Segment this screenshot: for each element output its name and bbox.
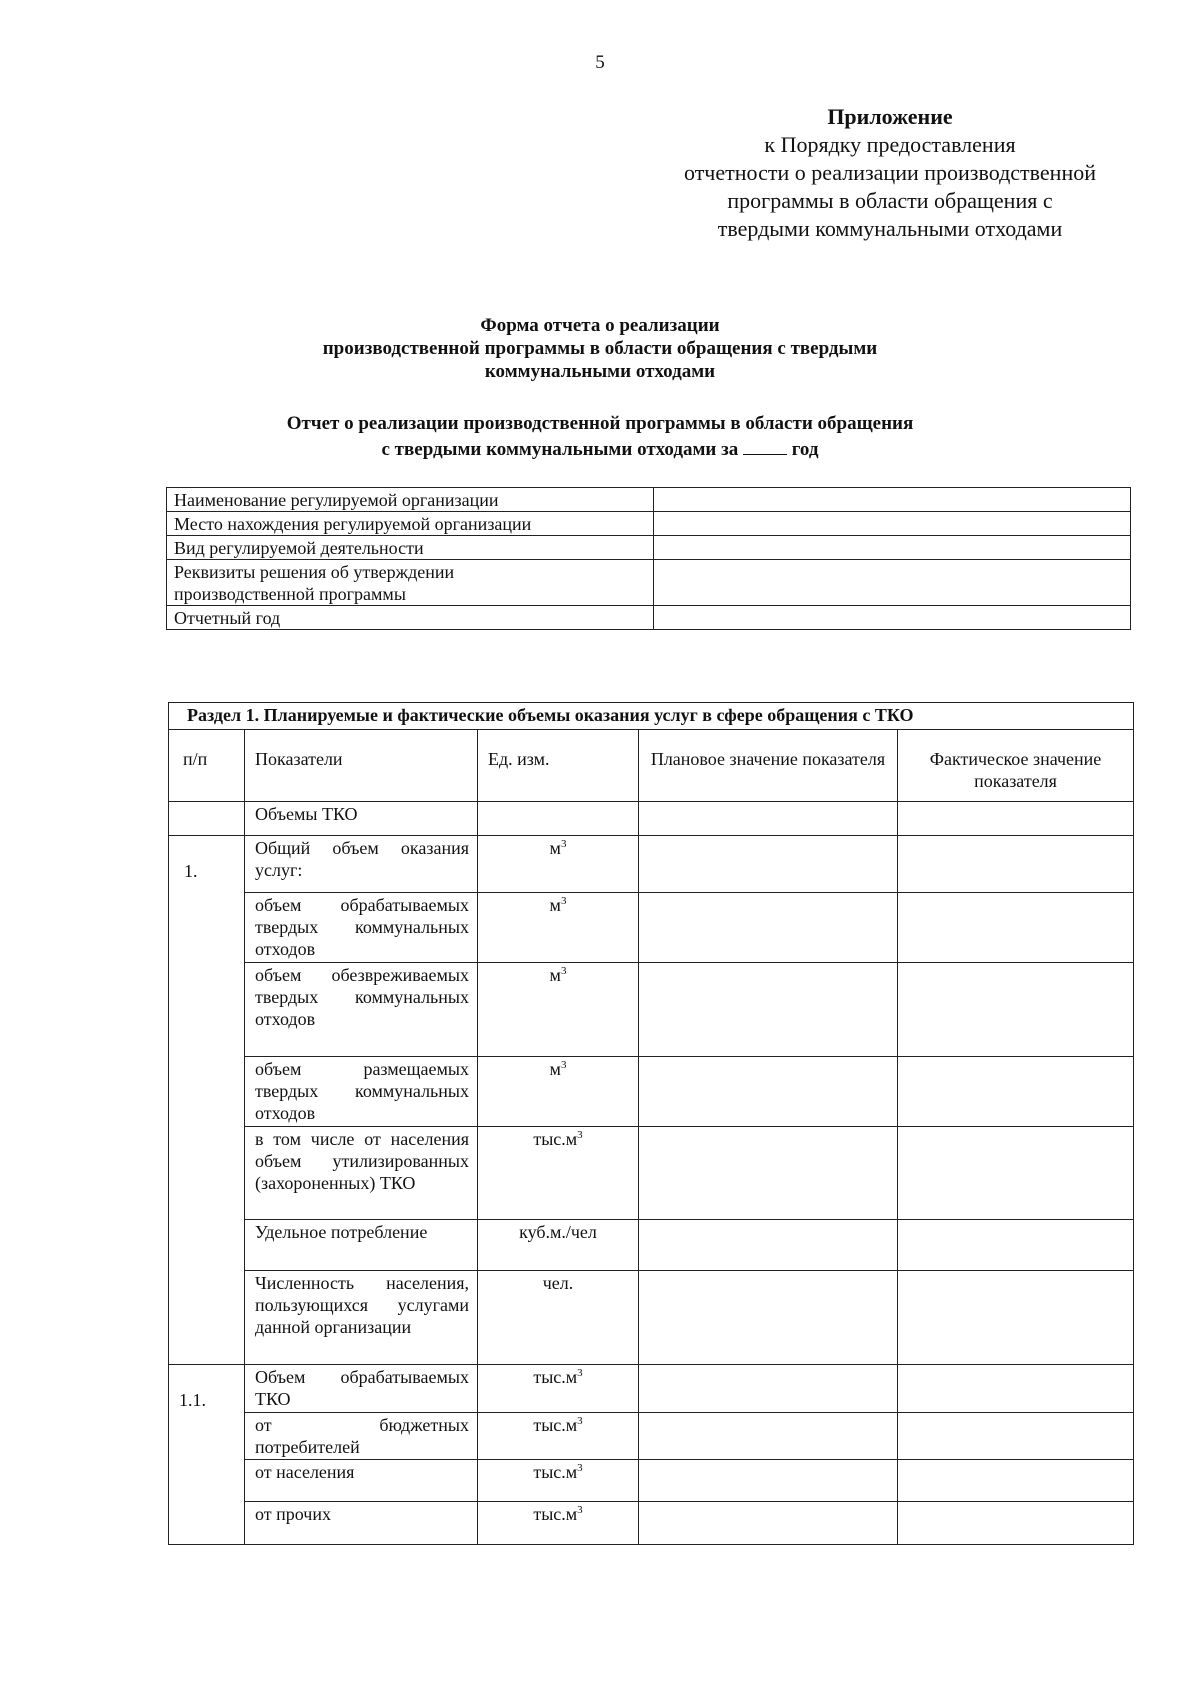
unit-text: м bbox=[549, 838, 561, 858]
report-title-line-2 bbox=[200, 436, 1000, 462]
row-number: 1. bbox=[169, 836, 245, 1365]
plan-value-cell[interactable] bbox=[639, 802, 898, 836]
appendix-line: программы в области обращения с bbox=[727, 188, 1053, 213]
info-value-cell[interactable] bbox=[654, 512, 1131, 536]
fact-value-cell[interactable] bbox=[898, 893, 1134, 963]
report-title-line: Отчет о реализации производственной программы в области обращения bbox=[286, 413, 914, 434]
unit-text: тыс.м bbox=[533, 1367, 578, 1387]
year-blank-field[interactable] bbox=[743, 436, 787, 455]
form-title-line: коммунальными отходами bbox=[484, 361, 716, 382]
fact-value-cell[interactable] bbox=[898, 836, 1134, 893]
unit-text: куб.м./чел bbox=[519, 1222, 597, 1242]
plan-value-cell[interactable] bbox=[639, 1413, 898, 1460]
fact-value-cell[interactable] bbox=[898, 1502, 1134, 1545]
fact-value-cell[interactable] bbox=[898, 1365, 1134, 1413]
info-row bbox=[167, 560, 1131, 606]
table-row bbox=[169, 1365, 1134, 1413]
empty-cell bbox=[478, 802, 639, 836]
indicator-cell: от прочих bbox=[245, 1502, 478, 1545]
appendix-line: к Порядку предоставления bbox=[764, 132, 1016, 157]
indicator-cell: объем размещаемых твердых коммунальных отходов bbox=[245, 1057, 478, 1127]
plan-value-cell[interactable] bbox=[639, 1220, 898, 1271]
col-header-unit: Ед. изм. bbox=[478, 730, 639, 802]
form-title-line: Форма отчета о реализации bbox=[480, 315, 720, 336]
group-label-row bbox=[169, 802, 1134, 836]
report-title bbox=[200, 412, 1000, 462]
unit-sup: 3 bbox=[577, 1367, 583, 1379]
indicator-cell: Общий объем оказания услуг: bbox=[245, 836, 478, 893]
plan-value-cell[interactable] bbox=[639, 1057, 898, 1127]
plan-value-cell[interactable] bbox=[639, 963, 898, 1057]
info-row bbox=[167, 512, 1131, 536]
table-row bbox=[169, 893, 1134, 963]
unit-sup: 3 bbox=[560, 965, 567, 977]
section-header-row bbox=[169, 703, 1134, 730]
unit-cell bbox=[478, 963, 639, 1057]
col-header-fact: Фактическое значение показателя bbox=[898, 730, 1134, 802]
indicator-cell: от населения bbox=[245, 1460, 478, 1502]
info-label-line: Реквизиты решения об утверждении bbox=[174, 562, 455, 582]
table-row bbox=[169, 1127, 1134, 1220]
plan-value-cell[interactable] bbox=[639, 1365, 898, 1413]
appendix-line: твердыми коммунальными отходами bbox=[717, 216, 1063, 241]
unit-sup: 3 bbox=[577, 1504, 583, 1516]
info-row bbox=[167, 536, 1131, 560]
section-1-table bbox=[168, 702, 1134, 1545]
plan-value-cell[interactable] bbox=[639, 1271, 898, 1365]
unit-cell bbox=[478, 1365, 639, 1413]
group-label: Объемы ТКО bbox=[245, 802, 478, 836]
appendix-block bbox=[655, 103, 1125, 243]
indicator-cell: Объем обрабатываемых ТКО bbox=[245, 1365, 478, 1413]
fact-value-cell[interactable] bbox=[898, 1271, 1134, 1365]
fact-value-cell[interactable] bbox=[898, 1127, 1134, 1220]
unit-cell bbox=[478, 1502, 639, 1545]
page-number: 5 bbox=[595, 52, 605, 73]
report-title-suffix: год bbox=[791, 439, 819, 460]
unit-sup: 3 bbox=[577, 1129, 583, 1141]
form-title bbox=[200, 314, 1000, 383]
info-label bbox=[167, 560, 654, 606]
unit-sup: 3 bbox=[560, 838, 567, 850]
fact-value-cell[interactable] bbox=[898, 1413, 1134, 1460]
col-header-plan: Плановое значение показателя bbox=[639, 730, 898, 802]
unit-cell bbox=[478, 1413, 639, 1460]
plan-value-cell[interactable] bbox=[639, 1502, 898, 1545]
unit-cell bbox=[478, 1127, 639, 1220]
unit-text: м bbox=[549, 895, 561, 915]
report-title-prefix: с твердыми коммунальными отходами за bbox=[381, 439, 739, 460]
unit-text: тыс.м bbox=[533, 1415, 578, 1435]
info-label: Место нахождения регулируемой организации bbox=[167, 512, 654, 536]
unit-cell bbox=[478, 836, 639, 893]
table-row bbox=[169, 1460, 1134, 1502]
plan-value-cell[interactable] bbox=[639, 1127, 898, 1220]
info-row bbox=[167, 606, 1131, 630]
unit-sup: 3 bbox=[560, 895, 567, 907]
table-row bbox=[169, 1413, 1134, 1460]
info-label: Вид регулируемой деятельности bbox=[167, 536, 654, 560]
indicator-cell: объем обрабатываемых твердых коммунальных отходов bbox=[245, 893, 478, 963]
column-header-row bbox=[169, 730, 1134, 802]
info-value-cell[interactable] bbox=[654, 560, 1131, 606]
indicator-cell: объем обезвреживаемых твердых коммунальных отходов bbox=[245, 963, 478, 1057]
fact-value-cell[interactable] bbox=[898, 1220, 1134, 1271]
row-number: 1.1. bbox=[169, 1365, 245, 1545]
form-title-line: производственной программы в области обращения с твердыми bbox=[322, 338, 878, 359]
indicator-cell: Удельное потребление bbox=[245, 1220, 478, 1271]
unit-cell bbox=[478, 1271, 639, 1365]
section-title: Раздел 1. Планируемые и фактические объемы оказания услуг в сфере обращения с ТКО bbox=[169, 703, 1134, 730]
unit-cell bbox=[478, 1460, 639, 1502]
info-value-cell[interactable] bbox=[654, 488, 1131, 512]
unit-text: м bbox=[549, 1059, 561, 1079]
table-row bbox=[169, 1057, 1134, 1127]
unit-text: тыс.м bbox=[533, 1462, 578, 1482]
fact-value-cell[interactable] bbox=[898, 802, 1134, 836]
indicator-cell: в том числе от населения объем утилизированных (захороненных) ТКО bbox=[245, 1127, 478, 1220]
indicator-cell: от бюджетных потребителей bbox=[245, 1413, 478, 1460]
table-row bbox=[169, 1502, 1134, 1545]
organization-info-table bbox=[166, 487, 1131, 630]
plan-value-cell[interactable] bbox=[639, 1460, 898, 1502]
info-value-cell[interactable] bbox=[654, 536, 1131, 560]
unit-text: тыс.м bbox=[533, 1129, 578, 1149]
plan-value-cell[interactable] bbox=[639, 893, 898, 963]
info-label-line: производственной программы bbox=[174, 584, 406, 604]
table-row bbox=[169, 963, 1134, 1057]
empty-cell bbox=[169, 802, 245, 836]
unit-sup: 3 bbox=[560, 1059, 567, 1071]
appendix-title: Приложение bbox=[827, 104, 953, 129]
unit-text: тыс.м bbox=[533, 1504, 578, 1524]
info-row bbox=[167, 488, 1131, 512]
table-row bbox=[169, 1271, 1134, 1365]
info-value-cell[interactable] bbox=[654, 606, 1131, 630]
unit-sup: 3 bbox=[577, 1415, 583, 1427]
unit-text: чел. bbox=[542, 1273, 574, 1293]
plan-value-cell[interactable] bbox=[639, 836, 898, 893]
table-row bbox=[169, 1220, 1134, 1271]
unit-text: м bbox=[549, 965, 561, 985]
fact-value-cell[interactable] bbox=[898, 1057, 1134, 1127]
col-header-num: п/п bbox=[169, 730, 245, 802]
appendix-line: отчетности о реализации производственной bbox=[683, 160, 1097, 185]
unit-cell bbox=[478, 893, 639, 963]
fact-value-cell[interactable] bbox=[898, 1460, 1134, 1502]
table-row bbox=[169, 836, 1134, 893]
info-label: Наименование регулируемой организации bbox=[167, 488, 654, 512]
info-label: Отчетный год bbox=[167, 606, 654, 630]
unit-cell bbox=[478, 1057, 639, 1127]
indicator-cell: Численность населения, пользующихся услугами данной организации bbox=[245, 1271, 478, 1365]
unit-sup: 3 bbox=[577, 1462, 583, 1474]
col-header-indicator: Показатели bbox=[245, 730, 478, 802]
unit-cell bbox=[478, 1220, 639, 1271]
fact-value-cell[interactable] bbox=[898, 963, 1134, 1057]
